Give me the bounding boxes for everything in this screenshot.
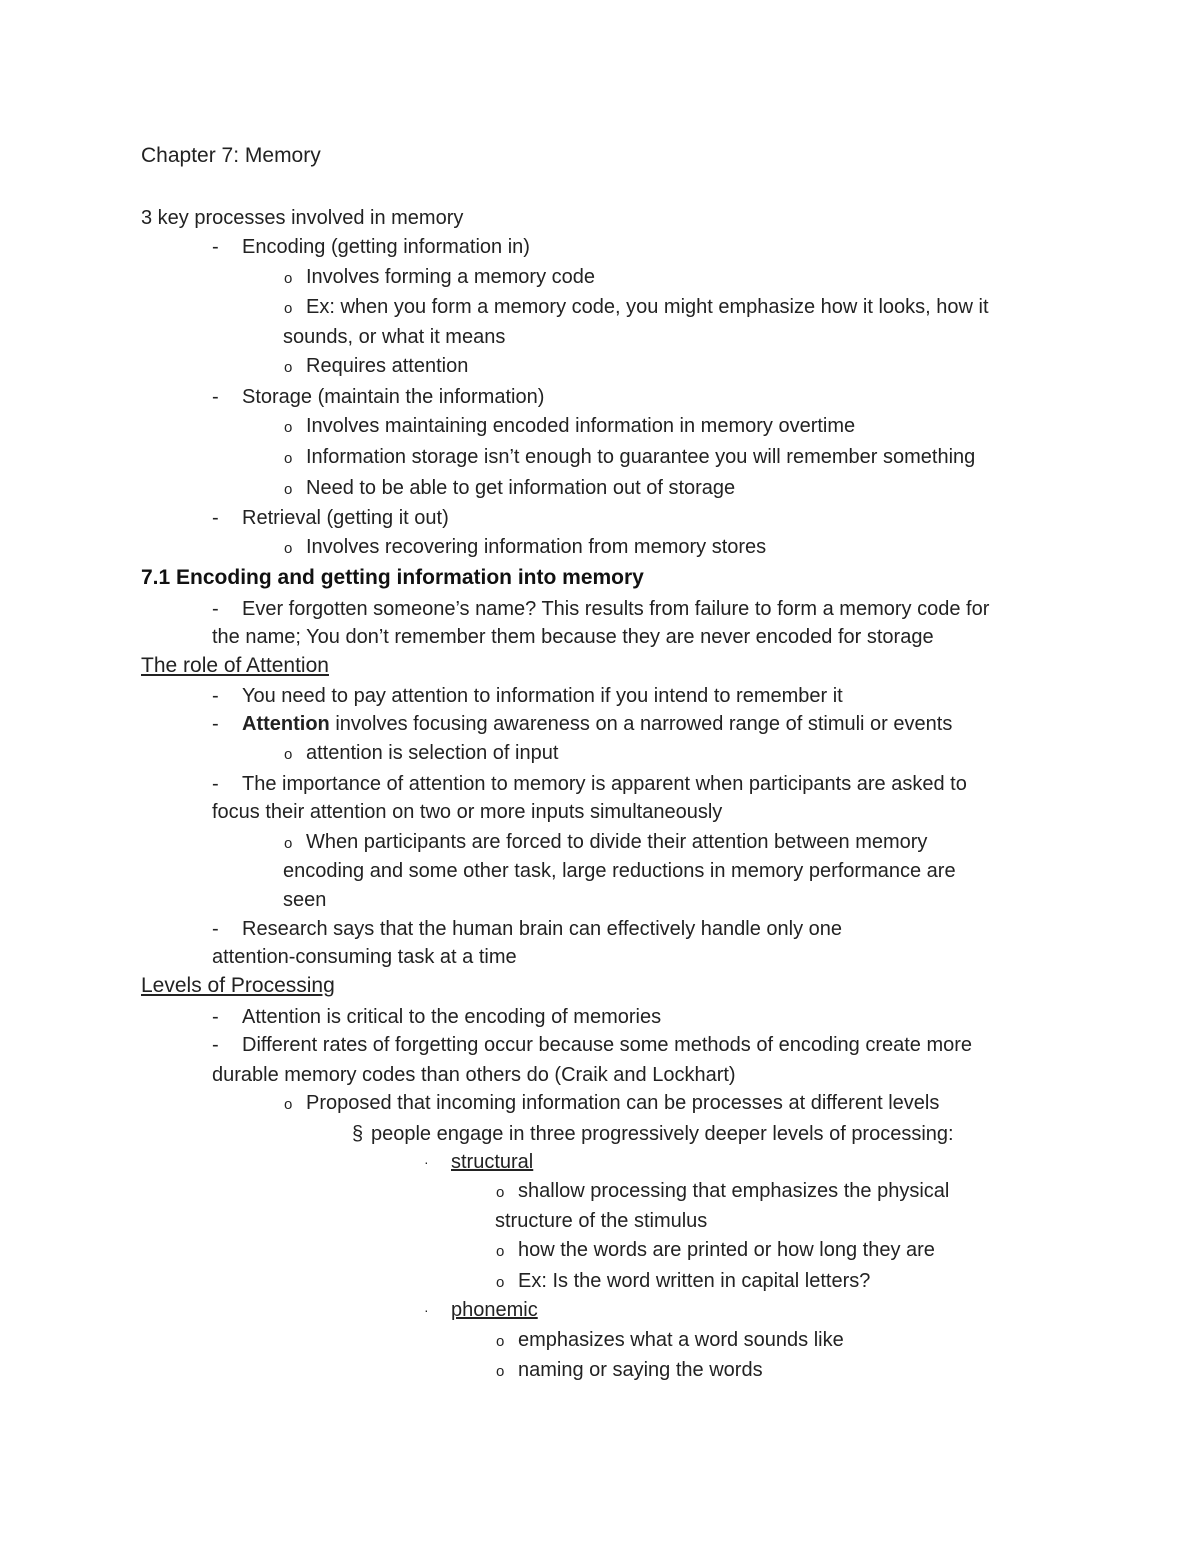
circle-bullet: o [496, 1363, 505, 1380]
dash-bullet: - [212, 685, 219, 707]
attention-line: You need to pay attention to information if you intend to remember it [242, 685, 843, 707]
storage-point: Involves maintaining encoded information in memory overtime [306, 415, 856, 437]
retrieval-point: Involves recovering information from memory stores [306, 536, 767, 558]
dash-bullet: - [212, 598, 219, 620]
dot-bullet: · [424, 1154, 429, 1170]
section-7-1-line: the name; You don’t remember them because they are never encoded for storage [212, 626, 934, 648]
circle-bullet: o [284, 419, 293, 436]
circle-bullet: o [284, 481, 293, 498]
encoding-item: Encoding (getting information in) [242, 236, 530, 258]
circle-bullet: o [284, 300, 293, 317]
dash-bullet: - [212, 236, 219, 258]
attention-point: When participants are forced to divide their attention between memory [306, 831, 928, 853]
encoding-point: Ex: when you form a memory code, you might emphasize how it looks, how it [306, 296, 989, 318]
attention-point-continued: encoding and some other task, large reductions in memory performance are [283, 860, 956, 882]
structural-point-continued: structure of the stimulus [495, 1210, 708, 1232]
structural-point: how the words are printed or how long they are [518, 1239, 935, 1261]
attention-point: attention is selection of input [306, 742, 559, 764]
circle-bullet: o [284, 1096, 293, 1113]
circle-bullet: o [496, 1184, 505, 1201]
attention-line: focus their attention on two or more inputs simultaneously [212, 801, 723, 823]
attention-definition-text: involves focusing awareness on a narrowed range of stimuli or events [329, 713, 953, 735]
section-bullet: § [352, 1123, 364, 1145]
levels-subpoint: people engage in three progressively deeper levels of processing: [371, 1123, 954, 1145]
section-heading-7-1: 7.1 Encoding and getting information into memory [141, 566, 644, 589]
attention-heading: The role of Attention [141, 654, 329, 677]
circle-bullet: o [496, 1333, 505, 1350]
dash-bullet: - [212, 773, 219, 795]
phonemic-point: naming or saying the words [518, 1359, 763, 1381]
retrieval-item: Retrieval (getting it out) [242, 507, 449, 529]
section-7-1-line: Ever forgotten someone’s name? This results from failure to form a memory code for [242, 598, 990, 620]
levels-heading: Levels of Processing [141, 974, 335, 997]
phonemic-point: emphasizes what a word sounds like [518, 1329, 844, 1351]
structural-point: shallow processing that emphasizes the physical [518, 1180, 950, 1202]
circle-bullet: o [284, 540, 293, 557]
dash-bullet: - [212, 386, 219, 408]
attention-definition [242, 711, 952, 737]
attention-line: Research says that the human brain can effectively handle only one [242, 918, 842, 940]
processes-heading: 3 key processes involved in memory [141, 207, 464, 229]
dash-bullet: - [212, 713, 219, 735]
levels-line: durable memory codes than others do (Craik and Lockhart) [212, 1064, 736, 1086]
circle-bullet: o [496, 1274, 505, 1291]
phonemic-label: phonemic [451, 1299, 538, 1321]
attention-line: The importance of attention to memory is apparent when participants are asked to [242, 773, 967, 795]
circle-bullet: o [284, 746, 293, 763]
dash-bullet: - [212, 918, 219, 940]
structural-point: Ex: Is the word written in capital letters? [518, 1270, 871, 1292]
encoding-point: Requires attention [306, 355, 469, 377]
encoding-point: Involves forming a memory code [306, 266, 596, 288]
levels-point: Proposed that incoming information can be processes at different levels [306, 1092, 940, 1114]
attention-term: Attention [242, 713, 330, 735]
storage-point: Information storage isn’t enough to guarantee you will remember something [306, 446, 976, 468]
encoding-point-continued: sounds, or what it means [283, 326, 506, 348]
circle-bullet: o [496, 1243, 505, 1260]
circle-bullet: o [284, 450, 293, 467]
attention-point-continued: seen [283, 889, 327, 911]
dash-bullet: - [212, 1006, 219, 1028]
circle-bullet: o [284, 270, 293, 287]
dot-bullet: · [424, 1302, 429, 1318]
levels-line: Different rates of forgetting occur because some methods of encoding create more [242, 1034, 973, 1056]
dash-bullet: - [212, 1034, 219, 1056]
attention-line: attention-consuming task at a time [212, 946, 517, 968]
circle-bullet: o [284, 835, 293, 852]
storage-item: Storage (maintain the information) [242, 386, 545, 408]
storage-point: Need to be able to get information out of storage [306, 477, 736, 499]
page-title: Chapter 7: Memory [141, 144, 321, 167]
circle-bullet: o [284, 359, 293, 376]
levels-line: Attention is critical to the encoding of memories [242, 1006, 662, 1028]
dash-bullet: - [212, 507, 219, 529]
structural-label: structural [451, 1151, 534, 1173]
